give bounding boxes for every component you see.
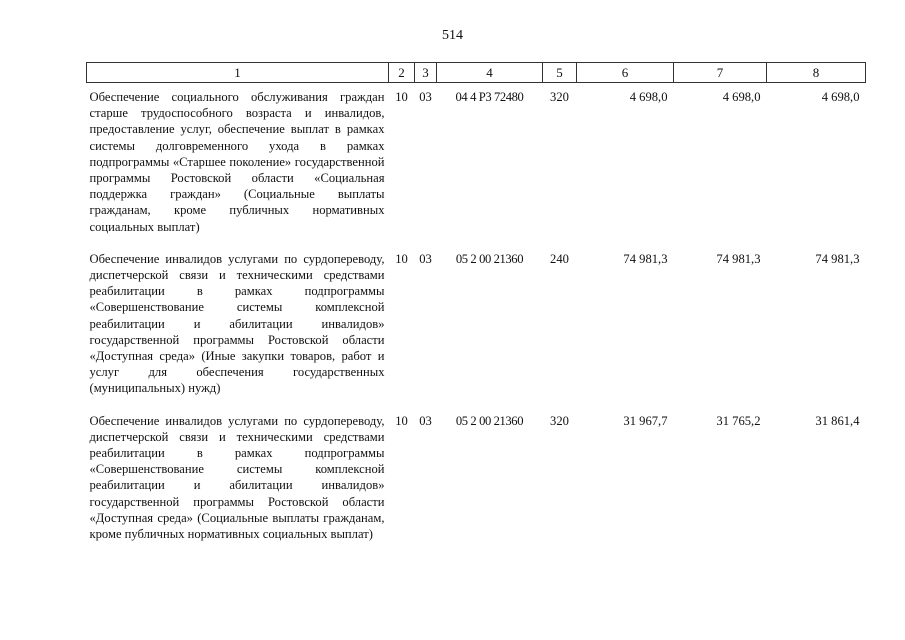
row-sum-1: 74 981,3	[623, 251, 668, 266]
column-header-7: 7	[674, 63, 767, 83]
row-sum-3: 74 981,3	[815, 251, 860, 266]
row-section: 10	[395, 251, 408, 266]
column-header-5: 5	[543, 63, 577, 83]
row-expense-type: 240	[550, 251, 569, 266]
column-header-4: 4	[437, 63, 543, 83]
column-header-6: 6	[577, 63, 674, 83]
row-description: Обеспечение социального обслуживания граждан старше трудоспособного возраста и инвалидов, предоставление услуг, обеспечение выплат в рамках системы долговременного ухода в рамках подпрограммы «Старшее поколение» государственной программы Ростовской области «Социальная поддержка граждан» (Социальные выплаты гражданам, кроме публичных нормативных социальных выплат)	[89, 90, 385, 234]
row-subsection: 03	[419, 413, 432, 428]
row-section: 10	[395, 90, 408, 104]
column-header-8: 8	[767, 63, 866, 83]
row-description: Обеспечение инвалидов услугами по сурдопереводу, диспетчерской связи и техническими средствами реабилитации в рамках подпрограммы «Совершенствование системы комплексной реабилитации и абилитации инвалидов» государственной программы Ростовской области «Доступная среда» (Иные закупки товаров, работ и услуг для обеспечения государственных (муниципальных) нужд)	[89, 251, 385, 396]
row-target-code: 05 2 00 21360	[455, 413, 524, 428]
row-target-code: 05 2 00 21360	[455, 251, 524, 266]
row-sum-3: 4 698,0	[821, 90, 860, 104]
row-sum-2: 31 765,2	[716, 413, 761, 428]
column-header-2: 2	[389, 63, 415, 83]
row-sum-2: 4 698,0	[722, 90, 761, 104]
column-header-3: 3	[415, 63, 437, 83]
table-row	[87, 407, 866, 553]
budget-table	[86, 62, 866, 552]
header-row	[87, 63, 866, 83]
column-header-1: 1	[87, 63, 389, 83]
row-sum-1: 31 967,7	[623, 413, 668, 428]
row-subsection: 03	[419, 251, 432, 266]
table-row	[87, 245, 866, 407]
row-expense-type: 320	[550, 413, 569, 428]
row-section: 10	[395, 413, 408, 428]
row-target-code: 04 4 P3 72480	[455, 90, 524, 104]
page-number: 514	[442, 28, 463, 43]
row-description: Обеспечение инвалидов услугами по сурдопереводу, диспетчерской связи и техническими средствами реабилитации в рамках подпрограммы «Совершенствование системы комплексной реабилитации и абилитации инвалидов» государственной программы Ростовской области «Доступная среда» (Социальные выплаты гражданам, кроме публичных нормативных социальных выплат)	[89, 413, 385, 542]
row-sum-3: 31 861,4	[815, 413, 860, 428]
table-row	[87, 83, 866, 245]
row-expense-type: 320	[550, 90, 569, 104]
row-subsection: 03	[419, 90, 432, 104]
row-sum-1: 4 698,0	[629, 90, 668, 104]
row-sum-2: 74 981,3	[716, 251, 761, 266]
